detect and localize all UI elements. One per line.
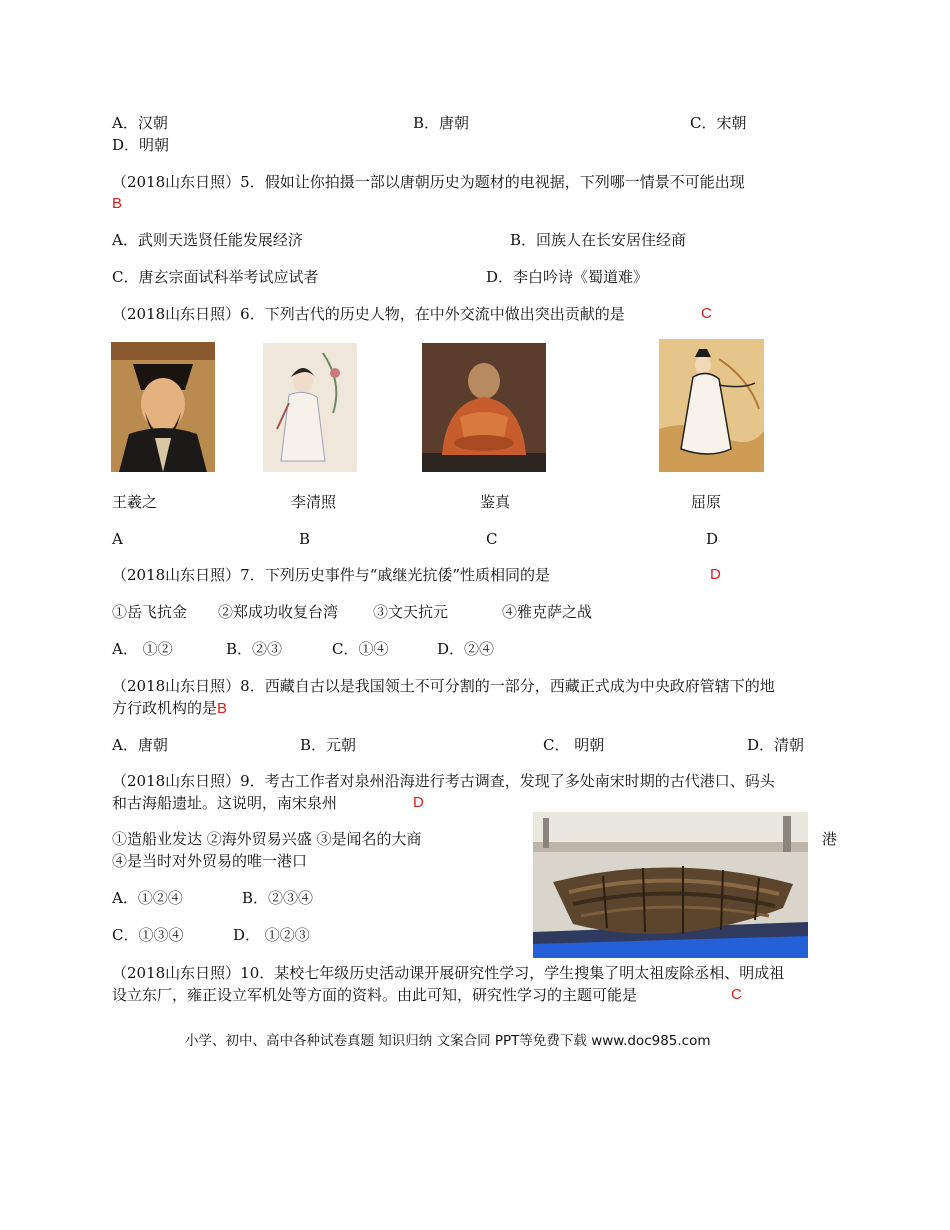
q6-person-b-name: 李清照 (291, 493, 337, 511)
q4-option-a: A．汉朝 (112, 114, 168, 132)
q9-option-d: D． ①②③ (233, 926, 310, 944)
q9-items-line1: ①造船业发达 ②海外贸易兴盛 ③是闻名的大商 (112, 830, 422, 848)
q5-option-d: D．李白吟诗《蜀道难》 (486, 268, 649, 286)
q6-person-c-name: 鉴真 (480, 493, 511, 511)
q9-option-c: C．①③④ (112, 926, 184, 944)
q6-person-d-letter: D (706, 530, 719, 548)
page-footer: 小学、初中、高中各种试卷真题 知识归纳 文案合同 PPT等免费下载 www.doc985.com (185, 1033, 711, 1049)
q9-stem-line1: （2018山东日照）9．考古工作者对泉州沿海进行考古调查，发现了多处南宋时期的古代港口、码头 (112, 772, 775, 790)
q9-items-line2: ④是当时对外贸易的唯一港口 (112, 852, 308, 870)
q5-option-b: B．回族人在长安居住经商 (510, 231, 687, 249)
q7-item-1: ①岳飞抗金 (112, 603, 188, 621)
q8-option-b: B．元朝 (300, 736, 357, 754)
wang-xizhi-portrait (111, 342, 215, 472)
q8-stem-line1: （2018山东日照）8．西藏自古以是我国领土不可分割的一部分，西藏正式成为中央政府管辖下的地 (112, 677, 775, 695)
q4-option-b: B．唐朝 (413, 114, 470, 132)
q9-option-b: B．②③④ (242, 889, 314, 907)
jianzhen-statue (422, 343, 546, 472)
q5-option-a: A．武则天选贤任能发展经济 (112, 231, 303, 249)
q10-stem-line2: 设立东厂，雍正设立军机处等方面的资料。由此可知，研究性学习的主题可能是 (112, 986, 638, 1004)
q6-person-a-letter: A (112, 530, 123, 548)
q7-option-b: B．②③ (226, 640, 283, 658)
q5-stem: （2018山东日照）5．假如让你拍摄一部以唐朝历史为题材的电视据，下列哪一情景不可能出现 (112, 173, 745, 191)
q8-option-a: A．唐朝 (112, 736, 168, 754)
q6-answer: C (701, 305, 712, 322)
q8-option-d: D．清朝 (747, 736, 805, 754)
q7-option-d: D．②④ (437, 640, 495, 658)
q4-option-c: C．宋朝 (690, 114, 747, 132)
li-qingzhao-painting (263, 343, 357, 472)
q7-option-c: C．①④ (332, 640, 389, 658)
q6-person-b-letter: B (299, 530, 311, 548)
q7-stem: （2018山东日照）7．下列历史事件与“戚继光抗倭”性质相同的是 (112, 566, 551, 584)
qu-yuan-painting (659, 339, 764, 472)
q9-answer: D (413, 794, 424, 811)
q6-person-a-name: 王羲之 (112, 493, 158, 511)
q5-answer: B (112, 195, 123, 212)
ancient-ship-remains-museum (533, 812, 808, 958)
q5-option-c: C．唐玄宗面试科举考试应试者 (112, 268, 319, 286)
q6-person-d-name: 屈原 (691, 493, 722, 511)
q9-items-line1-end: 港 (822, 830, 838, 848)
q8-answer: B (217, 700, 228, 717)
q8-stem-line2-text: 方行政机构的是 (112, 699, 218, 717)
q6-stem: （2018山东日照）6．下列古代的历史人物，在中外交流中做出突出贡献的是 (112, 305, 625, 323)
q9-stem-line2: 和古海船遗址。这说明，南宋泉州 (112, 794, 338, 812)
q8-option-c: C． 明朝 (543, 736, 605, 754)
q7-answer: D (710, 566, 721, 583)
q7-item-3: ③文天抗元 (373, 603, 449, 621)
q4-option-d: D．明朝 (112, 136, 170, 154)
q8-stem-line2 (112, 698, 227, 719)
q6-person-c-letter: C (486, 530, 498, 548)
q7-option-a: A． ①② (112, 640, 173, 658)
q7-item-4: ④雅克萨之战 (502, 603, 593, 621)
q7-item-2: ②郑成功收复台湾 (218, 603, 339, 621)
q10-stem-line1: （2018山东日照）10．某校七年级历史活动课开展研究性学习，学生搜集了明太祖废除丞相、明成祖 (112, 964, 785, 982)
q9-option-a: A．①②④ (112, 889, 183, 907)
q10-answer: C (731, 986, 742, 1003)
